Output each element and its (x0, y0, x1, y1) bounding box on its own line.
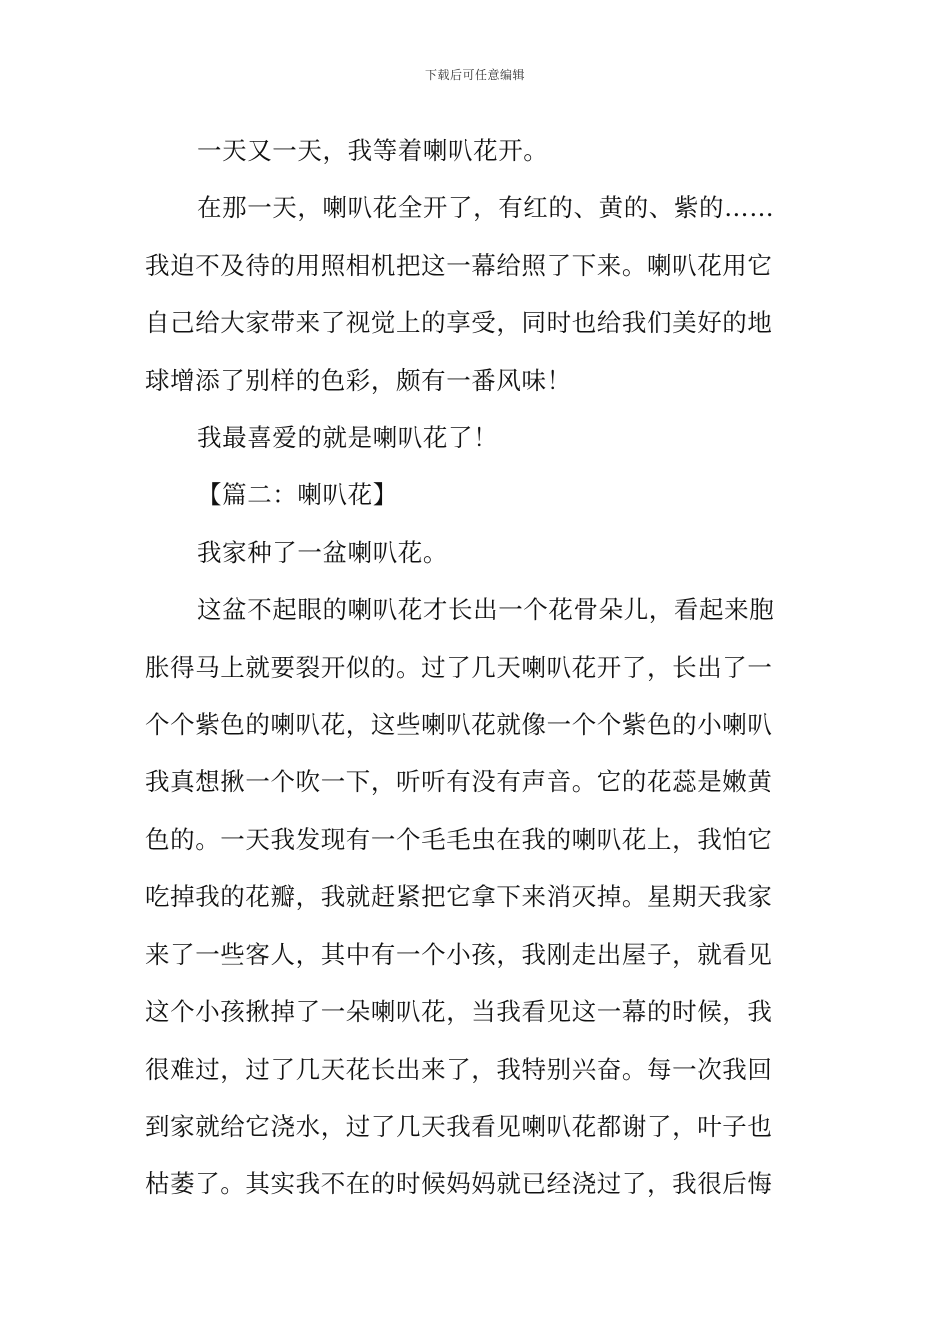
text-line: 来了一些客人，其中有一个小孩，我刚走出屋子，就看见 (145, 939, 773, 969)
text-line: 个个紫色的喇叭花，这些喇叭花就像一个个紫色的小喇叭 (145, 710, 773, 740)
paragraph-4 (145, 524, 807, 581)
text-line: 我最喜爱的就是喇叭花了！ (197, 423, 499, 453)
text-line: 这个小孩揪掉了一朵喇叭花，当我看见这一幕的时候，我 (145, 997, 773, 1027)
text-line: 胀得马上就要裂开似的。过了几天喇叭花开了，长出了一 (145, 652, 773, 682)
text-line: 很难过，过了几天花长出来了，我特别兴奋。每一次我回 (145, 1054, 773, 1084)
section-title: 【篇二：喇叭花】 (197, 480, 398, 510)
paragraph-3 (145, 409, 807, 466)
text-line: 枯萎了。其实我不在的时候妈妈就已经浇过了，我很后悔 (145, 1169, 773, 1199)
paragraph-2 (145, 179, 807, 409)
text-line: 色的。一天我发现有一个毛毛虫在我的喇叭花上，我怕它 (145, 824, 773, 854)
section-heading (145, 466, 807, 523)
paragraph-5 (145, 581, 807, 1212)
text-line: 这盆不起眼的喇叭花才长出一个花骨朵儿，看起来胞 (197, 595, 775, 625)
text-line: 我迫不及待的用照相机把这一幕给照了下来。喇叭花用它 (145, 250, 773, 280)
document-body (145, 122, 807, 1213)
text-line: 在那一天，喇叭花全开了，有红的、黄的、紫的…… (197, 193, 775, 223)
paragraph-1 (145, 122, 807, 179)
text-line: 球增添了别样的色彩，颇有一番风味！ (145, 365, 572, 395)
text-line: 我真想揪一个吹一下，听听有没有声音。它的花蕊是嫩黄 (145, 767, 773, 797)
text-line: 我家种了一盆喇叭花。 (197, 537, 448, 567)
page-header: 下载后可任意编辑 (424, 68, 525, 82)
text-line: 吃掉我的花瓣，我就赶紧把它拿下来消灭掉。星期天我家 (145, 882, 773, 912)
text-line: 到家就给它浇水，过了几天我看见喇叭花都谢了，叶子也 (145, 1111, 773, 1141)
text-line: 自己给大家带来了视觉上的享受，同时也给我们美好的地 (145, 308, 773, 338)
text-line: 一天又一天，我等着喇叭花开。 (197, 136, 549, 165)
